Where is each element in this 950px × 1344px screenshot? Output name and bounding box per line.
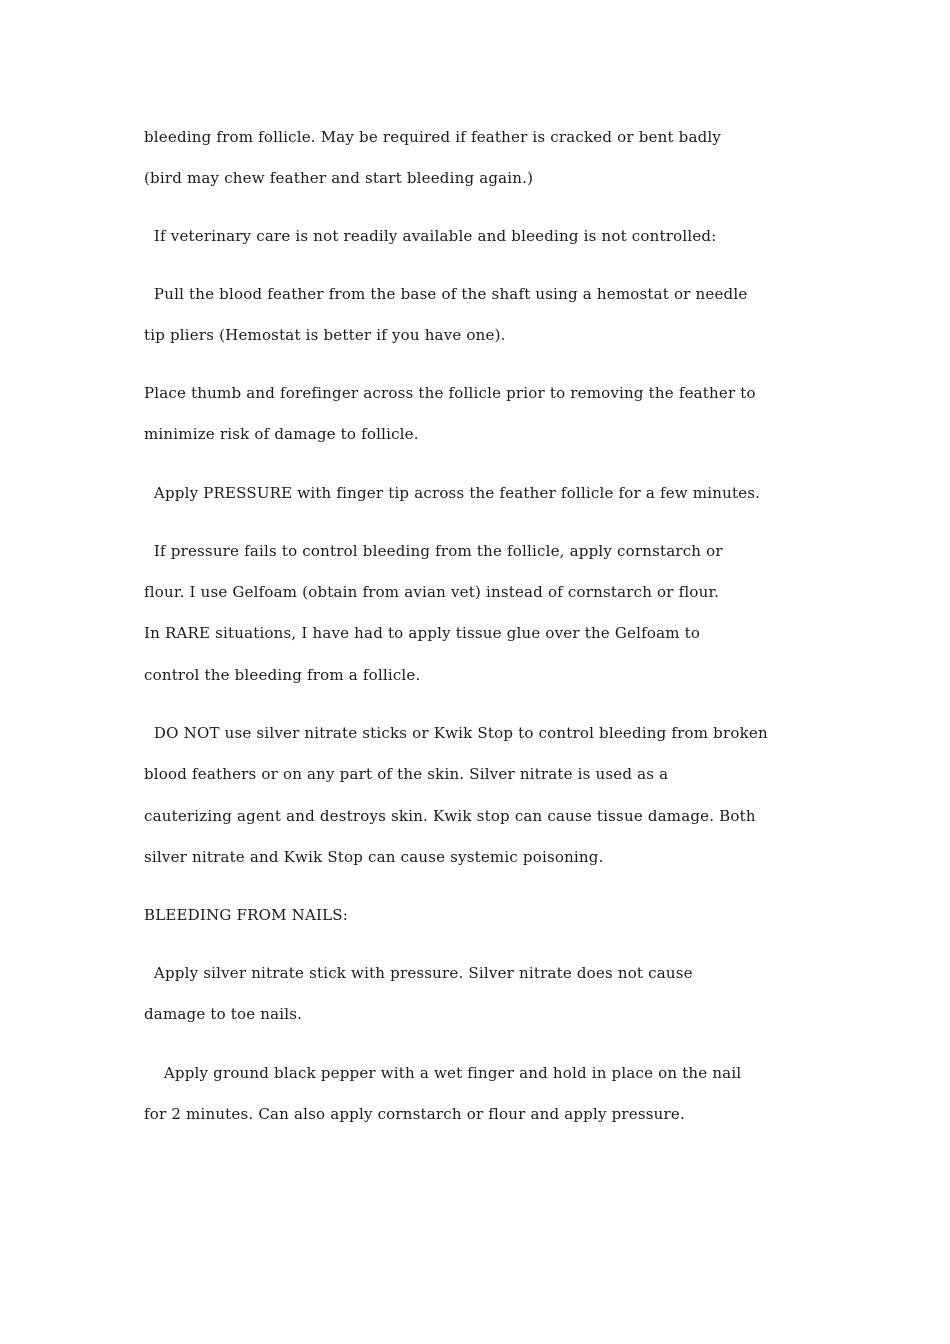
paragraph-line: (bird may chew feather and start bleeding again.) <box>144 169 534 187</box>
paragraph-line: Pull the blood feather from the base of the shaft using a hemostat or needle <box>144 285 748 303</box>
paragraph-line: If pressure fails to control bleeding from the follicle, apply cornstarch or <box>144 542 723 560</box>
paragraph-line: If veterinary care is not readily available and bleeding is not controlled: <box>144 227 717 245</box>
paragraph-line: minimize risk of damage to follicle. <box>144 425 419 443</box>
paragraph-line: control the bleeding from a follicle. <box>144 666 421 684</box>
paragraph-line: cauterizing agent and destroys skin. Kwik stop can cause tissue damage. Both <box>144 807 756 825</box>
paragraph-line: bleeding from follicle. May be required if feather is cracked or bent badly <box>144 128 722 146</box>
paragraph-line: Place thumb and forefinger across the follicle prior to removing the feather to <box>144 384 756 402</box>
paragraph-line: tip pliers (Hemostat is better if you have one). <box>144 326 506 344</box>
paragraph-line: damage to toe nails. <box>144 1005 303 1023</box>
paragraph-line: In RARE situations, I have had to apply tissue glue over the Gelfoam to <box>144 624 701 642</box>
paragraph-line: Apply silver nitrate stick with pressure. Silver nitrate does not cause <box>144 964 693 982</box>
paragraph-line: DO NOT use silver nitrate sticks or Kwik Stop to control bleeding from broken <box>144 724 768 742</box>
paragraph-line: Apply PRESSURE with finger tip across the feather follicle for a few minutes. <box>144 484 761 502</box>
paragraph-line: flour. I use Gelfoam (obtain from avian vet) instead of cornstarch or flour. <box>144 583 720 601</box>
section-heading: BLEEDING FROM NAILS: <box>144 906 349 924</box>
paragraph-line: silver nitrate and Kwik Stop can cause systemic poisoning. <box>144 848 604 866</box>
paragraph-line: blood feathers or on any part of the skin. Silver nitrate is used as a <box>144 765 669 783</box>
paragraph-line: Apply ground black pepper with a wet finger and hold in place on the nail <box>144 1064 742 1082</box>
paragraph-line: for 2 minutes. Can also apply cornstarch or flour and apply pressure. <box>144 1105 685 1123</box>
